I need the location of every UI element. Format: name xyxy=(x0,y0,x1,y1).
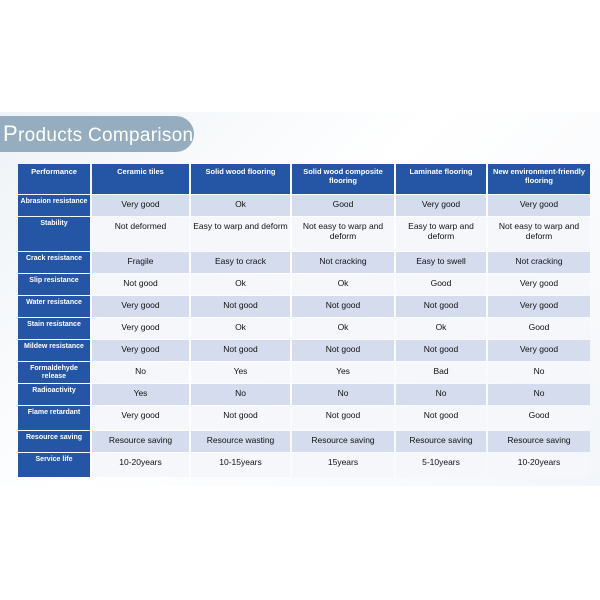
table-cell: Easy to warp and deform xyxy=(191,217,290,251)
table-row xyxy=(18,340,590,361)
row-label: Service life xyxy=(18,453,90,477)
table-cell: Easy to crack xyxy=(191,252,290,273)
table-cell: Not cracking xyxy=(292,252,394,273)
table-cell: 10-20years xyxy=(488,453,590,477)
title-first-letter: P xyxy=(3,121,18,146)
table-cell: Not cracking xyxy=(488,252,590,273)
table-row xyxy=(18,384,590,405)
table-cell: Very good xyxy=(92,195,189,216)
row-label: Stability xyxy=(18,217,90,251)
table-cell: Ok xyxy=(191,318,290,339)
table-cell: Good xyxy=(488,406,590,430)
table-cell: Easy to warp and deform xyxy=(396,217,486,251)
table-cell: Good xyxy=(396,274,486,295)
table-cell: Easy to swell xyxy=(396,252,486,273)
table-cell: Not good xyxy=(191,340,290,361)
table-cell: Resource wasting xyxy=(191,431,290,452)
table-cell: Not good xyxy=(396,406,486,430)
table-cell: Resource saving xyxy=(92,431,189,452)
table-cell: Very good xyxy=(92,318,189,339)
row-label: Water resistance xyxy=(18,296,90,317)
table-row xyxy=(18,217,590,251)
table-cell: Resource saving xyxy=(396,431,486,452)
table-cell: No xyxy=(292,384,394,405)
table-cell: 15years xyxy=(292,453,394,477)
table-row xyxy=(18,296,590,317)
table-cell: Very good xyxy=(92,406,189,430)
table-cell: No xyxy=(92,362,189,383)
header-row xyxy=(18,164,590,194)
table-cell: Not good xyxy=(191,406,290,430)
title-rest: roducts Comparison xyxy=(17,125,194,146)
header-cell: Performance xyxy=(18,164,90,194)
table-cell: 10-20years xyxy=(92,453,189,477)
row-label: Formaldehyde release xyxy=(18,362,90,383)
row-label: Mildew resistance xyxy=(18,340,90,361)
row-label: Abrasion resistance xyxy=(18,195,90,216)
header-cell: Laminate flooring xyxy=(396,164,486,194)
table-row xyxy=(18,406,590,430)
row-label: Stain resistance xyxy=(18,318,90,339)
table-cell: No xyxy=(191,384,290,405)
table-row xyxy=(18,274,590,295)
table-cell: No xyxy=(488,384,590,405)
table-cell: Very good xyxy=(396,195,486,216)
table-cell: Not deformed xyxy=(92,217,189,251)
table-cell: No xyxy=(488,362,590,383)
row-label: Radioactivity xyxy=(18,384,90,405)
table-cell: Not easy to warp and deform xyxy=(488,217,590,251)
table-cell: Not good xyxy=(92,274,189,295)
table-row xyxy=(18,252,590,273)
table-cell: Not good xyxy=(292,340,394,361)
table-cell: Good xyxy=(292,195,394,216)
table-cell: Ok xyxy=(292,274,394,295)
table-cell: Good xyxy=(488,318,590,339)
row-label: Flame retardant xyxy=(18,406,90,430)
table-cell: Ok xyxy=(292,318,394,339)
table-cell: Not good xyxy=(191,296,290,317)
table-cell: Ok xyxy=(191,195,290,216)
table-cell: Yes xyxy=(92,384,189,405)
table-row xyxy=(18,318,590,339)
table-cell: Not easy to warp and deform xyxy=(292,217,394,251)
header-cell: Solid wood flooring xyxy=(191,164,290,194)
table-cell: Not good xyxy=(396,340,486,361)
table-row xyxy=(18,362,590,383)
table-cell: Not good xyxy=(292,296,394,317)
row-label: Crack resistance xyxy=(18,252,90,273)
table-cell: Bad xyxy=(396,362,486,383)
table-cell: No xyxy=(396,384,486,405)
table-row xyxy=(18,453,590,477)
table-cell: Very good xyxy=(92,340,189,361)
table-cell: Very good xyxy=(488,340,590,361)
header-cell: New environment-friendly flooring xyxy=(488,164,590,194)
header-cell: Solid wood composite flooring xyxy=(292,164,394,194)
table-row xyxy=(18,195,590,216)
table-cell: Ok xyxy=(191,274,290,295)
table-cell: Not good xyxy=(292,406,394,430)
table-cell: Not good xyxy=(396,296,486,317)
table-cell: Yes xyxy=(191,362,290,383)
table-row xyxy=(18,431,590,452)
row-label: Slip resistance xyxy=(18,274,90,295)
table-cell: 5-10years xyxy=(396,453,486,477)
table-cell: Ok xyxy=(396,318,486,339)
table-cell: Very good xyxy=(92,296,189,317)
table-cell: 10-15years xyxy=(191,453,290,477)
table-cell: Resource saving xyxy=(292,431,394,452)
header-cell: Ceramic tiles xyxy=(92,164,189,194)
table-cell: Very good xyxy=(488,296,590,317)
table-cell: Yes xyxy=(292,362,394,383)
table-cell: Very good xyxy=(488,274,590,295)
table-cell: Very good xyxy=(488,195,590,216)
table-cell: Fragile xyxy=(92,252,189,273)
table-cell: Resource saving xyxy=(488,431,590,452)
row-label: Resource saving xyxy=(18,431,90,452)
page-title xyxy=(0,116,194,152)
comparison-table xyxy=(16,163,592,478)
